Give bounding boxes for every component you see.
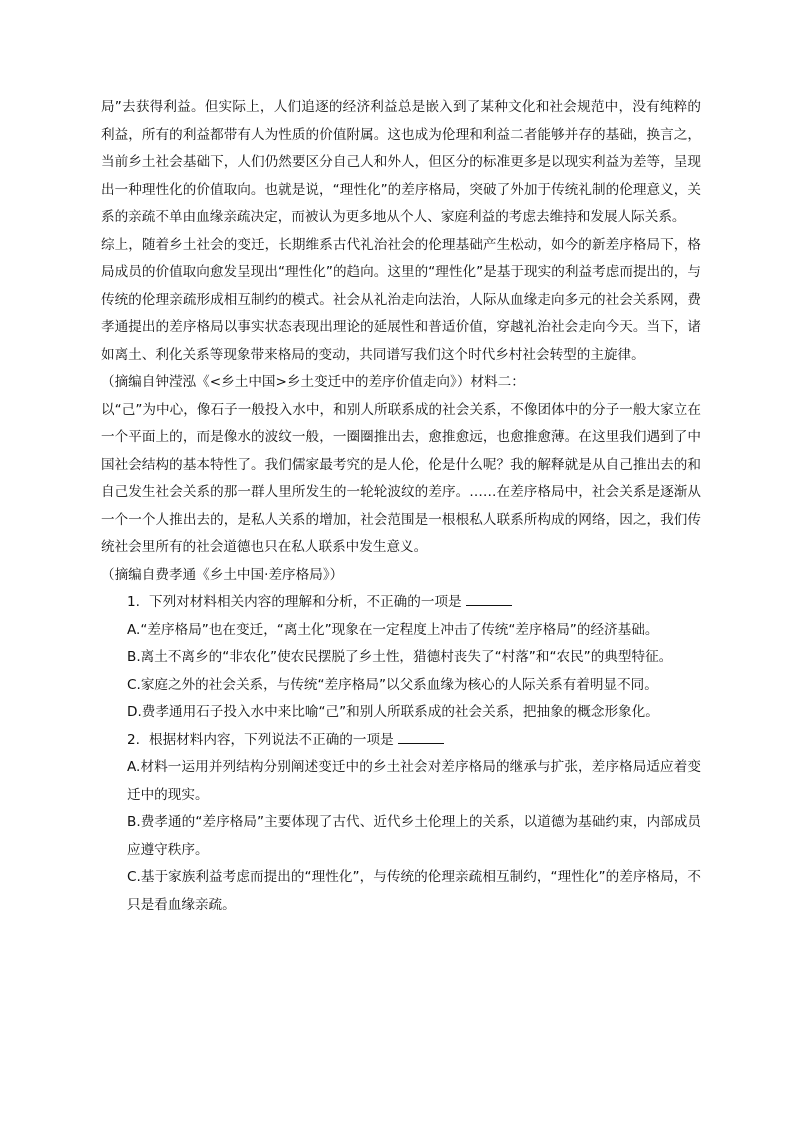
question-2-option-b: B.费孝通的“差序格局”主要体现了古代、近代乡土伦理上的关系，以道德为基础约束，内部成员应遵守秩序。: [127, 814, 701, 858]
source-citation-1: （摘编自钟滢泓《<乡土中国>乡土变迁中的差序价值走向》）材料二：: [101, 374, 525, 390]
question-number: 2.: [127, 731, 140, 748]
answer-blank: [398, 729, 444, 744]
question-text: 根据材料内容，下列说法不正确的一项是: [149, 731, 394, 748]
question-1-option-c: C.家庭之外的社会关系，与传统“差序格局”以父系血缘为核心的人际关系有着明显不同。: [127, 676, 658, 693]
question-2-stem: [101, 727, 701, 755]
source-citation-2: （摘编自费孝通《乡土中国·差序格局》）: [101, 566, 344, 583]
question-1-option-a: A.“差序格局”也在变迁，“离土化”现象在一定程度上冲击了传统“差序格局”的经济基础。: [127, 621, 659, 638]
question-2-option-a: A.材料一运用并列结构分别阐述变迁中的乡土社会对差序格局的继承与扩张，差序格局适应着变迁中的现实。: [127, 759, 701, 803]
paragraph-3: 以“己”为中心，像石子一般投入水中，和别人所联系成的社会关系，不像团体中的分子一般大家立在一个平面上的，而是像水的波纹一般，一圈圈推出去，愈推愈远，也愈推愈薄。在这里我们遇到了中国社会结构的基本特性了。我们儒家最考究的是人伦，伦是什么呢？我的解释就是从自己推出去的和自己发生社会关系的那一群人里所发生的一轮轮波纹的差序。……在差序格局中，社会关系是逐渐从一个一个人推出去的，是私人关系的增加，社会范围是一根根私人联系所构成的网络，因之，我们传统社会里所有的社会道德也只在私人联系中发生意义。: [101, 401, 701, 555]
question-1-option-d: D.费孝通用石子投入水中来比喻“己”和别人所联系成的社会关系，把抽象的概念形象化。: [127, 704, 659, 720]
question-2-option-c: C.基于家族利益考虑而提出的“理性化”，与传统的伦理亲疏相互制约，“理性化”的差序格局，不只是看血缘亲疏。: [127, 869, 701, 913]
question-text: 下列对材料相关内容的理解和分析，不正确的一项是: [149, 594, 462, 610]
answer-blank: [466, 591, 512, 606]
question-1-stem: [101, 589, 701, 617]
question-1-option-b: B.离土不离乡的“非农化”使农民摆脱了乡土性，猎德村丧失了“村落”和“农民”的典型特征。: [127, 649, 673, 665]
paragraph-1: 局”去获得利益。但实际上，人们追逐的经济利益总是嵌入到了某种文化和社会规范中，没有纯粹的利益，所有的利益都带有人为性质的价值附属。这也成为伦理和利益二者能够并存的基础，换言之，当前乡土社会基础下，人们仍然要区分自己人和外人，但区分的标准更多是以现实利益为差等，呈现出一种理性化的价值取向。也就是说，“理性化”的差序格局，突破了外加于传统礼制的伦理意义，关系的亲疏不单由血缘亲疏决定，而被认为更多地从个人、家庭利益的考虑去维持和发展人际关系。: [101, 99, 701, 225]
question-number: 1.: [127, 594, 140, 610]
paragraph-2: 综上，随着乡土社会的变迁，长期维系古代礼治社会的伦理基础产生松动，如今的新差序格局下，格局成员的价值取向愈发呈现出“理性化”的趋向。这里的“理性化”是基于现实的利益考虑而提出的，与传统的伦理亲疏形成相互制约的模式。社会从礼治走向法治，人际从血缘走向多元的社会关系网，费孝通提出的差序格局以事实状态表现出理论的延展性和普适价值，穿越礼治社会走向今天。当下，诸如离土、利化关系等现象带来格局的变动，共同谱写我们这个时代乡村社会转型的主旋律。: [101, 236, 701, 363]
document-page: [101, 94, 701, 919]
